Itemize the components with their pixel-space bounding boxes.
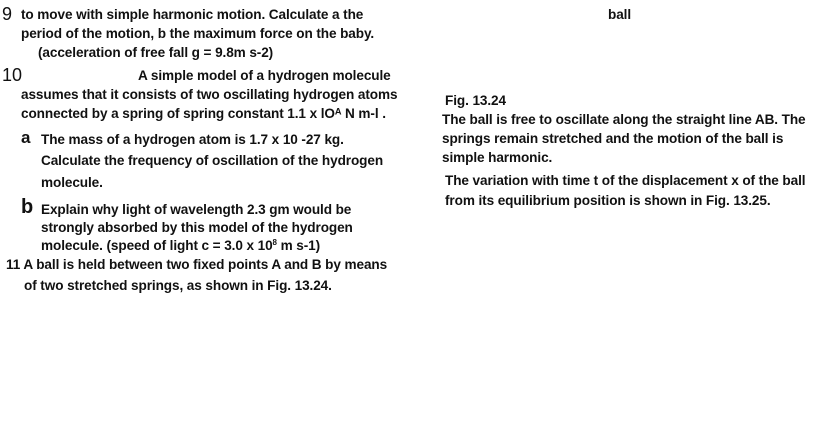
question-10-line-2: assumes that it consists of two oscillating hydrogen atoms bbox=[21, 87, 398, 102]
question-10-number: 10 bbox=[2, 65, 23, 85]
part-b-line-3: molecule. (speed of light c = 3.0 x $10^8$ m s-1) bbox=[41, 238, 321, 253]
question-10-line-1: A simple model of a hydrogen molecule bbox=[138, 68, 391, 83]
figure-ball-label: ball bbox=[608, 7, 632, 22]
paragraph-2-line-1: The variation with time t of the displacement x of the ball bbox=[445, 173, 806, 188]
paragraph-2-line-2: from its equilibrium position is shown in Fig. 13.25. bbox=[445, 193, 771, 208]
part-a-line-3: molecule. bbox=[41, 175, 103, 190]
part-b-line-1: Explain why light of wavelength 2.3 gm would be bbox=[41, 202, 352, 217]
part-b-letter: b bbox=[21, 196, 34, 218]
part-a-line-2: Calculate the frequency of oscillation of the hydrogen bbox=[41, 153, 384, 168]
paragraph-1-line-2: springs remain stretched and the motion of the ball is bbox=[442, 131, 784, 146]
paragraph-1-line-3: simple harmonic. bbox=[442, 150, 553, 165]
question-9-line-1: to move with simple harmonic motion. Calculate a the bbox=[21, 7, 364, 22]
question-10-line-3: connected by a spring of spring constant 1.1 x lOᴬ N m-l . bbox=[21, 106, 386, 121]
question-11-line-2: of two stretched springs, as shown in Fig. 13.24. bbox=[24, 278, 332, 293]
question-9-number: 9 bbox=[2, 4, 13, 24]
figure-caption: Fig. 13.24 bbox=[445, 93, 506, 108]
question-9-line-2: period of the motion, b the maximum force on the baby. bbox=[21, 26, 375, 41]
part-b-line-2: strongly absorbed by this model of the hydrogen bbox=[41, 220, 353, 235]
part-a-line-1: The mass of a hydrogen atom is 1.7 x 10 -27 kg. bbox=[41, 132, 344, 147]
paragraph-1-line-1: The ball is free to oscillate along the straight line AB. The bbox=[442, 112, 806, 127]
part-a-letter: a bbox=[21, 128, 31, 147]
question-11-line-1: 11 A ball is held between two fixed points A and B by means bbox=[6, 257, 388, 272]
question-9-line-3: (acceleration of free fall g = 9.8m s-2) bbox=[38, 45, 274, 60]
